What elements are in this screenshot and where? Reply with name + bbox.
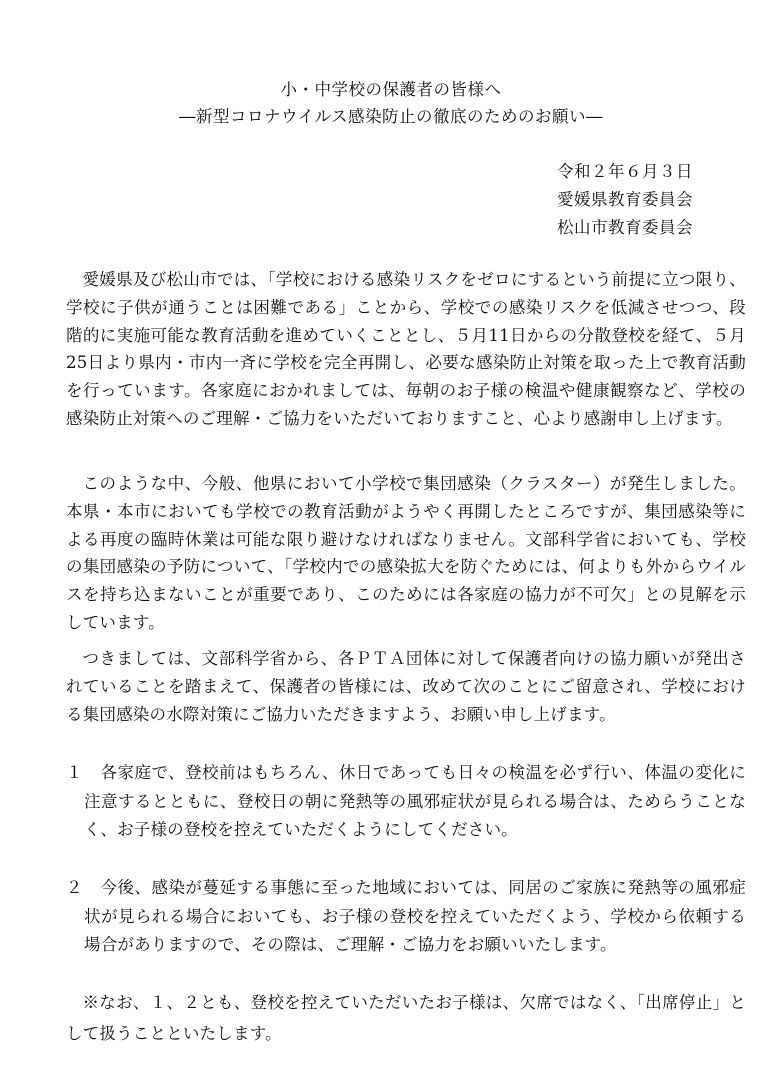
sender-matsuyama-board: 松山市教育委員会 (557, 218, 693, 237)
document-title: 小・中学校の保護者の皆様へ (280, 80, 502, 99)
request-item-text: 各家庭で、登校前はもちろん、休日であっても日々の検温を必ず行い、体温の変化に注意するとともに、登校日の朝に発熱等の風邪症状が見られる場合は、ためらうことなく、お子様の登校を控えていただくようにしてください。 (84, 763, 746, 839)
body-paragraph-1: 愛媛県及び松山市では、「学校における感染リスクをゼロにするという前提に立つ限り、学校に子供が通うことは困難である」ことから、学校での感染リスクを低減させつつ、段階的に実施可能な教育活動を進めていくこととし、５月11日からの分散登校を経て、５月25日より県内・市内一斉に学校を完全再開し、必要な感染防止対策を取った上で教育活動を行っています。各家庭におかれましては、毎朝のお子様の検温や健康観察など、学校の感染防止対策へのご理解・ご協力をいただいておりますこと、心より感謝申し上げます。 (66, 270, 746, 428)
attendance-note: ※なお、１、２とも、登校を控えていただいたお子様は、欠席ではなく、「出席停止」として扱うことといたします。 (66, 993, 746, 1043)
sender-ehime-board: 愛媛県教育委員会 (557, 190, 693, 209)
body-paragraph-2: このような中、今般、他県において小学校で集団感染（クラスター）が発生しました。本県・本市においても学校での教育活動がようやく再開したところですが、集団感染等による再度の臨時休業は可能な限り避けなければなりません。文部科学省においても、学校の集団感染の予防について、「学校内での感染拡大を防ぐためには、何よりも外からウイルスを持ち込まないことが重要であり、このためには各家庭の協力が不可欠」との見解を示しています。 (66, 474, 746, 632)
issue-date: 令和２年６月３日 (557, 162, 693, 181)
body-paragraph-3: つきましては、文部科学省から、各ＰＴＡ団体に対して保護者向けの協力願いが発出されていることを踏まえて、保護者の皆様には、改めて次のことにご留意され、学校における集団感染の水際対策にご協力いただきますよう、お願い申し上げます。 (66, 649, 746, 724)
request-item-text: 今後、感染が蔓延する事態に至った地域においては、同居のご家族に発熱等の風邪症状が見られる場合においても、お子様の登校を控えていただくよう、学校から依頼する場合がありますので、その際は、ご理解・ご協力をお願いいたします。 (84, 878, 746, 954)
document-subtitle: ―新型コロナウイルス感染防止の徹底のためのお願い― (178, 107, 603, 126)
request-item-number: ２ (66, 878, 83, 897)
request-item-number: １ (66, 763, 83, 782)
